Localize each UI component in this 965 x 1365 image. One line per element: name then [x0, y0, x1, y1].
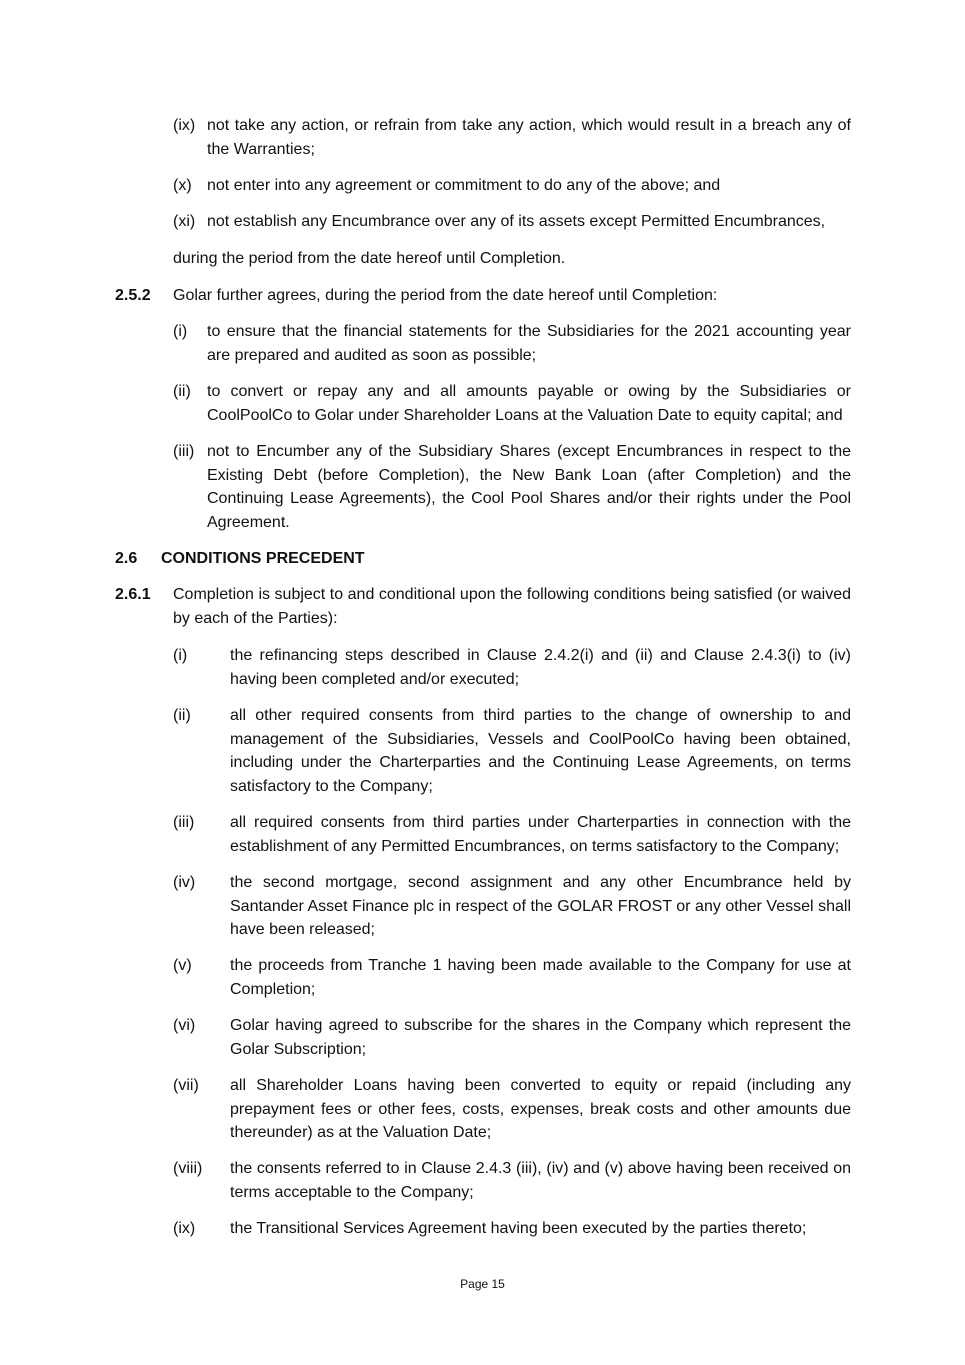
clause-number: 2.5.2	[115, 287, 151, 304]
list-item	[173, 1074, 851, 1145]
item-text: not to Encumber any of the Subsidiary Shares (except Encumbrances in respect to the Existing Debt (before Completion), the New Bank Loan (after Completion) and the Continuing Lease Agreements), the Cool Pool Shares and/or their rights under the Pool Agreement.	[207, 443, 851, 531]
closing-text: during the period from the date hereof until Completion.	[173, 250, 566, 267]
item-number: (xi)	[173, 213, 196, 230]
item-text: not establish any Encumbrance over any of its assets except Permitted Encumbrances,	[207, 213, 826, 230]
item-number: (vi)	[173, 1017, 196, 1034]
list-item	[173, 811, 851, 858]
item-text: Golar having agreed to subscribe for the shares in the Company which represent the Golar Subscription;	[230, 1017, 851, 1058]
item-text: all Shareholder Loans having been converted to equity or repaid (including any prepayment fees or other fees, costs, expenses, break costs and other amounts due thereunder) as at the Valuation Date;	[230, 1077, 851, 1141]
item-number: (iv)	[173, 874, 196, 891]
item-number: (i)	[173, 323, 188, 340]
item-text: to ensure that the financial statements for the Subsidiaries for the 2021 accounting year are prepared and audited as soon as possible;	[207, 323, 851, 364]
item-text: the consents referred to in Clause 2.4.3 (iii), (iv) and (v) above having been received on terms acceptable to the Company;	[230, 1160, 851, 1201]
item-text: not enter into any agreement or commitment to do any of the above; and	[207, 177, 721, 194]
item-number: (viii)	[173, 1160, 203, 1177]
list-item	[173, 644, 851, 691]
item-number: (x)	[173, 177, 192, 194]
item-number: (iii)	[173, 443, 195, 460]
item-text: to convert or repay any and all amounts payable or owing by the Subsidiaries or CoolPoolCo to Golar under Shareholder Loans at the Valuation Date to equity capital; and	[207, 383, 851, 424]
clause-text: Completion is subject to and conditional upon the following conditions being satisfied (or waived by each of the Parties):	[173, 586, 851, 627]
item-text: the Transitional Services Agreement having been executed by the parties thereto;	[230, 1220, 807, 1237]
list-item	[173, 871, 851, 942]
section-title: CONDITIONS PRECEDENT	[161, 550, 365, 567]
list-item	[173, 704, 851, 798]
item-text: all required consents from third parties under Charterparties in connection with the establishment of any Permitted Encumbrances, on terms satisfactory to the Company;	[230, 814, 851, 855]
clause-number: 2.6.1	[115, 586, 151, 603]
page-number: Page 15	[460, 1277, 505, 1291]
list-item	[173, 210, 851, 234]
item-text: the refinancing steps described in Clause 2.4.2(i) and (ii) and Clause 2.4.3(i) to (iv) having been completed and/or executed;	[230, 647, 851, 688]
list-item	[173, 954, 851, 1001]
section-number: 2.6	[115, 550, 138, 567]
clause-text: Golar further agrees, during the period from the date hereof until Completion:	[173, 287, 718, 304]
list-item	[173, 114, 851, 161]
list-item	[173, 440, 851, 534]
item-text: the second mortgage, second assignment and any other Encumbrance held by Santander Asset Finance plc in respect of the GOLAR FROST or any other Vessel shall have been released;	[230, 874, 851, 938]
item-text: all other required consents from third parties to the change of ownership to and management of the Subsidiaries, Vessels and CoolPoolCo having been obtained, including under the Charterparties and the Continuing Lease Agreements, on terms satisfactory to the Company;	[230, 707, 851, 795]
list-item	[173, 320, 851, 367]
item-number: (vii)	[173, 1077, 199, 1094]
item-number: (ix)	[173, 1220, 196, 1237]
item-number: (ii)	[173, 383, 191, 400]
item-number: (i)	[173, 647, 188, 664]
item-text: the proceeds from Tranche 1 having been made available to the Company for use at Completion;	[230, 957, 851, 998]
item-number: (ii)	[173, 707, 191, 724]
list-item	[173, 380, 851, 427]
item-text: not take any action, or refrain from take any action, which would result in a breach any of the Warranties;	[207, 117, 851, 158]
item-number: (ix)	[173, 117, 196, 134]
item-number: (v)	[173, 957, 192, 974]
list-item	[173, 174, 851, 198]
list-item	[173, 1217, 851, 1241]
list-item	[173, 1014, 851, 1061]
list-item	[173, 1157, 851, 1204]
item-number: (iii)	[173, 814, 195, 831]
